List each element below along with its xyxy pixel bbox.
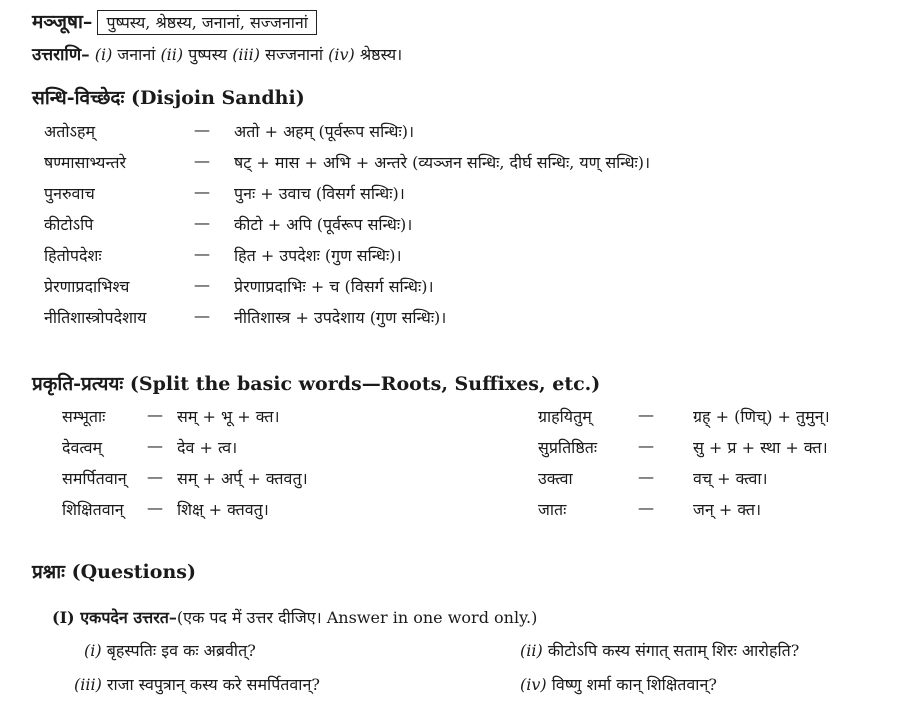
prakriti-row: [62, 436, 422, 460]
prakriti-word: सुप्रतिष्ठितः: [538, 438, 598, 457]
prakriti-split: सु + प्र + स्था + क्त।: [693, 438, 828, 457]
section-one: [52, 606, 537, 628]
answer-num: (i): [94, 45, 113, 64]
question: [84, 639, 256, 661]
prakriti-split: सम् + भू + क्त।: [177, 407, 280, 426]
answer-num: (iv): [328, 45, 355, 64]
prakriti-split: शिक्ष् + क्तवतु।: [177, 500, 269, 519]
sandhi-split: प्रेरणाप्रदाभिः + च (विसर्ग सन्धिः)।: [234, 277, 434, 296]
answer-text: पुष्पस्य: [188, 45, 228, 64]
question: [520, 639, 799, 661]
dash: —: [147, 436, 163, 455]
prakriti-row: [538, 436, 898, 460]
answer-text: जनानां: [117, 45, 156, 64]
manjusha-line: [32, 8, 317, 34]
sandhi-word: अतोऽहम्: [44, 122, 96, 141]
dash: —: [638, 467, 654, 486]
prakriti-row: [62, 467, 422, 491]
dash: —: [194, 213, 210, 232]
sandhi-word: प्रेरणाप्रदाभिश्च: [44, 277, 130, 296]
prakriti-heading: [32, 370, 600, 396]
dash: —: [638, 498, 654, 517]
prakriti-split: वच् + क्त्वा।: [693, 469, 768, 488]
sandhi-row: [44, 275, 904, 299]
answers-line: [32, 42, 402, 65]
heading-hi: प्रश्नाः: [32, 561, 66, 583]
dash: —: [194, 151, 210, 170]
sandhi-split: नीतिशास्त्र + उपदेशाय (गुण सन्धिः)।: [234, 308, 447, 327]
prakriti-word: जातः: [538, 500, 567, 519]
dash: —: [638, 436, 654, 455]
sandhi-split: षट् + मास + अभि + अन्तरे (व्यञ्जन सन्धिः, दीर्घ सन्धिः, यण् सन्धिः)।: [234, 153, 651, 172]
sandhi-word: षण्मासाभ्यन्तरे: [44, 153, 127, 172]
dash: —: [147, 498, 163, 517]
sandhi-row: [44, 120, 904, 144]
dash: —: [194, 244, 210, 263]
sandhi-row: [44, 182, 904, 206]
sandhi-row: [44, 306, 904, 330]
prakriti-row: [538, 498, 898, 522]
prakriti-row: [538, 467, 898, 491]
dash: —: [194, 120, 210, 139]
dash: —: [147, 405, 163, 424]
question-num: (iii): [74, 675, 102, 694]
sandhi-word: कीटोऽपि: [44, 215, 94, 234]
sandhi-split: हित + उपदेशः (गुण सन्धिः)।: [234, 246, 402, 265]
question-text: बृहस्पतिः इव कः अब्रवीत्?: [106, 641, 256, 660]
prakriti-split: ग्रह् + (णिच्) + तुमुन्।: [693, 407, 830, 426]
prakriti-word: समर्पितवान्: [62, 469, 127, 488]
heading-hi: प्रकृति-प्रत्ययः: [32, 373, 124, 395]
prakriti-row: [62, 498, 422, 522]
prakriti-word: ग्राहयितुम्: [538, 407, 592, 426]
question-text: राजा स्वपुत्रान् कस्य करे समर्पितवान्?: [106, 675, 320, 694]
prakriti-split: सम् + अर्प् + क्तवतु।: [177, 469, 308, 488]
heading-en: (Questions): [71, 561, 196, 583]
answer-num: (ii): [160, 45, 184, 64]
question-num: (iv): [520, 675, 547, 694]
question-num: (ii): [520, 641, 543, 660]
section-instruction: (एक पद में उत्तर दीजिए। Answer in one word only.): [176, 608, 538, 627]
prashna-heading: [32, 558, 196, 584]
question-num: (i): [84, 641, 102, 660]
sandhi-word: हितोपदेशः: [44, 246, 102, 265]
prakriti-word: सम्भूताः: [62, 407, 106, 426]
dash: —: [194, 182, 210, 201]
prakriti-row: [538, 405, 898, 429]
sandhi-row: [44, 213, 904, 237]
dash: —: [194, 306, 210, 325]
answer-text: श्रेष्ठस्य।: [359, 45, 403, 64]
answer-num: (iii): [232, 45, 261, 64]
prakriti-word: उक्त्वा: [538, 469, 573, 488]
manjusha-box: पुष्पस्य, श्रेष्ठस्य, जनानां, सज्जनानां: [97, 10, 316, 35]
manjusha-label: मञ्जूषा–: [32, 11, 93, 33]
dash: —: [147, 467, 163, 486]
prakriti-split: जन् + क्त।: [693, 500, 762, 519]
answer-text: सज्जनानां: [265, 45, 324, 64]
question-text: विष्णु शर्मा कान् शिक्षितवान्?: [551, 675, 717, 694]
dash: —: [638, 405, 654, 424]
sandhi-split: पुनः + उवाच (विसर्ग सन्धिः)।: [234, 184, 405, 203]
sandhi-heading: [32, 84, 305, 110]
prakriti-split: देव + त्व।: [177, 438, 238, 457]
question: [74, 673, 320, 695]
sandhi-row: [44, 151, 904, 175]
prakriti-row: [62, 405, 422, 429]
question: [520, 673, 717, 695]
prakriti-word: शिक्षितवान्: [62, 500, 124, 519]
sandhi-split: कीटो + अपि (पूर्वरूप सन्धिः)।: [234, 215, 413, 234]
prakriti-word: देवत्वम्: [62, 438, 103, 457]
sandhi-word: पुनरुवाच: [44, 184, 95, 203]
question-text: कीटोऽपि कस्य संगात् सताम् शिरः आरोहति?: [547, 641, 800, 660]
sandhi-row: [44, 244, 904, 268]
dash: —: [194, 275, 210, 294]
heading-en: (Disjoin Sandhi): [130, 87, 305, 109]
sandhi-split: अतो + अहम् (पूर्वरूप सन्धिः)।: [234, 122, 415, 141]
heading-en: (Split the basic words—Roots, Suffixes, etc.): [129, 373, 601, 395]
heading-hi: सन्धि-विच्छेदः: [32, 87, 125, 109]
answers-label: उत्तराणि–: [32, 45, 90, 65]
sandhi-word: नीतिशास्त्रोपदेशाय: [44, 308, 147, 327]
section-label: (I) एकपदेन उत्तरत–: [52, 608, 177, 627]
